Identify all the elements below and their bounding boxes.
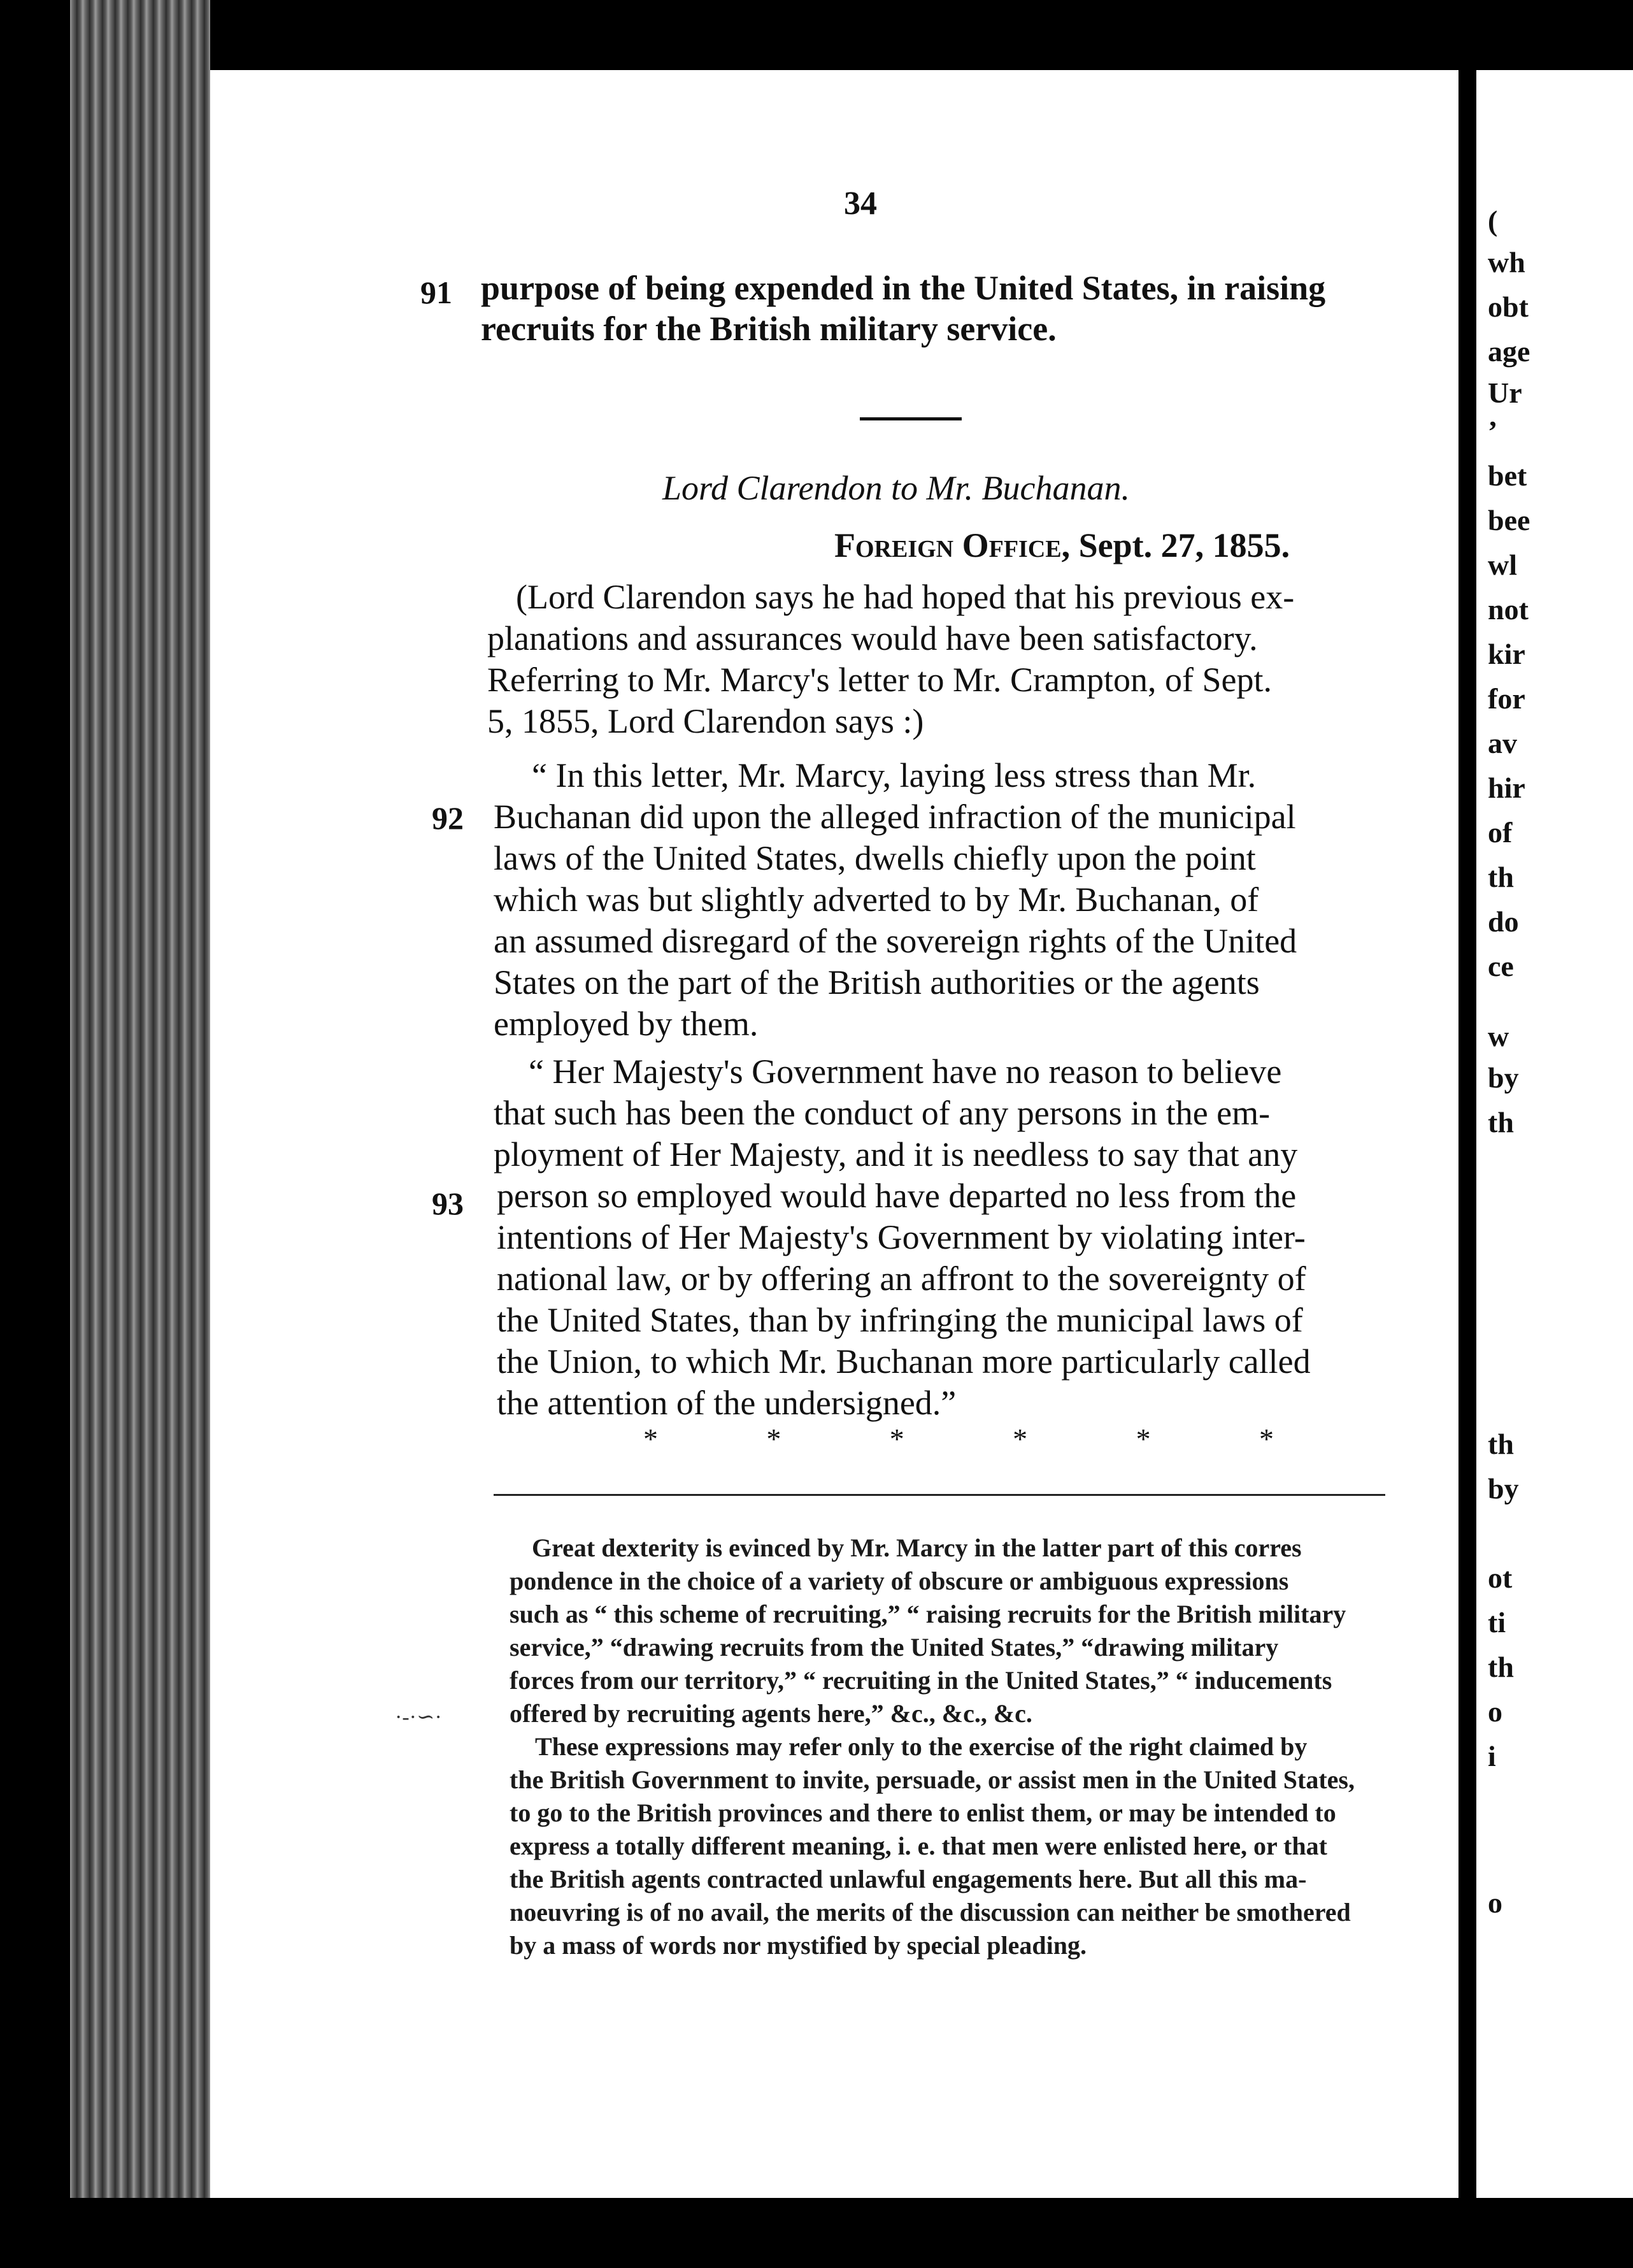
asterisk: *: [1013, 1423, 1028, 1455]
facing-page-text: age: [1488, 335, 1530, 368]
facing-page-text: th: [1488, 861, 1514, 893]
facing-page-text: Ur: [1488, 377, 1522, 409]
text-line: recruits for the British military service.: [481, 310, 1057, 348]
facing-page-text: obt: [1488, 291, 1529, 323]
ellipsis-asterisks: [643, 1422, 1274, 1456]
facing-page-text: (: [1488, 205, 1498, 237]
text-line: that such has been the conduct of any persons in the em-: [494, 1094, 1271, 1132]
facing-page-text: th: [1488, 1106, 1514, 1138]
footnote-line: service,” “drawing recruits from the United States,” “drawing military: [510, 1633, 1279, 1662]
asterisk: *: [766, 1423, 781, 1455]
text-line: person so employed would have departed no less from the: [497, 1177, 1297, 1215]
footnote-rule: [494, 1494, 1385, 1496]
facing-page-text: of: [1488, 816, 1513, 849]
text-line: laws of the United States, dwells chiefly upon the point: [494, 839, 1256, 877]
facing-page-text: hir: [1488, 772, 1525, 804]
footnote-line: such as “ this scheme of recruiting,” “ raising recruits for the British military: [510, 1600, 1346, 1628]
handwritten-mark: ·-·∽·: [395, 1705, 442, 1729]
scan-left-border: [0, 0, 70, 2268]
scan-top-border: [0, 0, 1633, 70]
footnote-line: Great dexterity is evinced by Mr. Marcy in the latter part of this corres: [532, 1533, 1302, 1562]
facing-page-text: by: [1488, 1061, 1519, 1094]
text-line: (Lord Clarendon says he had hoped that his previous ex-: [516, 578, 1295, 616]
asterisk: *: [1259, 1423, 1274, 1455]
dateline: [834, 526, 1290, 565]
text-line: the United States, than by infringing the municipal laws of: [497, 1301, 1303, 1339]
margin-number: 91: [420, 275, 452, 310]
margin-number: 93: [432, 1186, 464, 1221]
facing-page-text: ’: [1488, 415, 1498, 447]
page-gutter-right: [1458, 0, 1476, 2268]
facing-page-text: ce: [1488, 950, 1514, 982]
text-line: 5, 1855, Lord Clarendon says :): [487, 702, 924, 740]
facing-page-text: wh: [1488, 246, 1525, 278]
text-line: the attention of the undersigned.”: [497, 1384, 957, 1422]
footnote-line: the British Government to invite, persuade, or assist men in the United States,: [510, 1765, 1355, 1794]
facing-page-text: o: [1488, 1695, 1502, 1728]
facing-page-text: not: [1488, 593, 1529, 626]
text-line: Referring to Mr. Marcy's letter to Mr. Crampton, of Sept.: [487, 661, 1273, 699]
facing-page-text: bee: [1488, 504, 1530, 536]
facing-page-text: for: [1488, 682, 1525, 715]
text-line: an assumed disregard of the sovereign rights of the United: [494, 922, 1297, 960]
footnote-line: express a totally different meaning, i. e. that men were enlisted here, or that: [510, 1832, 1327, 1860]
text-line: planations and assurances would have been satisfactory.: [487, 619, 1258, 657]
text-line: intentions of Her Majesty's Government by violating inter-: [497, 1218, 1306, 1256]
facing-page-fragment: [1476, 70, 1633, 2198]
text-line: “ In this letter, Mr. Marcy, laying less stress than Mr.: [532, 756, 1257, 794]
text-line: national law, or by offering an affront to the sovereignty of: [497, 1260, 1306, 1298]
text-line: which was but slightly adverted to by Mr. Buchanan, of: [494, 880, 1259, 919]
facing-page-text: o: [1488, 1886, 1502, 1919]
facing-page-text: av: [1488, 727, 1517, 759]
page-number: 34: [844, 185, 877, 222]
facing-page-text: ot: [1488, 1561, 1513, 1594]
asterisk: *: [1136, 1423, 1151, 1455]
facing-page-text: i: [1488, 1740, 1496, 1772]
text-line: the Union, to which Mr. Buchanan more particularly called: [497, 1342, 1311, 1381]
footnote-line: pondence in the choice of a variety of obscure or ambiguous expressions: [510, 1567, 1289, 1595]
facing-page-text: th: [1488, 1651, 1514, 1683]
scan-bottom-border: [0, 2198, 1633, 2268]
facing-page-text: w: [1488, 1020, 1509, 1052]
facing-page-text: th: [1488, 1428, 1514, 1460]
asterisk: *: [643, 1423, 658, 1455]
text-line: ployment of Her Majesty, and it is needless to say that any: [494, 1135, 1298, 1173]
dateline-date: Sept. 27, 1855.: [1078, 526, 1290, 564]
text-line: Buchanan did upon the alleged infraction of the municipal: [494, 798, 1296, 836]
footnote-line: These expressions may refer only to the exercise of the right claimed by: [535, 1732, 1308, 1761]
section-rule: [860, 417, 962, 420]
dateline-office: Foreign Office,: [834, 526, 1071, 564]
text-line: “ Her Majesty's Government have no reason to believe: [529, 1052, 1282, 1091]
facing-page-text: by: [1488, 1472, 1519, 1505]
footnote-line: to go to the British provinces and there to enlist them, or may be intended to: [510, 1798, 1336, 1827]
footnote-line: offered by recruiting agents here,” &c., &c., &c.: [510, 1699, 1032, 1728]
text-line: States on the part of the British authorities or the agents: [494, 963, 1260, 1001]
footnote-line: forces from our territory,” “ recruiting in the United States,” “ inducements: [510, 1666, 1332, 1695]
margin-number: 92: [432, 800, 464, 836]
facing-page-text: ti: [1488, 1606, 1506, 1639]
footnote-line: noeuvring is of no avail, the merits of the discussion can neither be smothered: [510, 1898, 1351, 1927]
text-line: employed by them.: [494, 1005, 759, 1043]
footnote-line: the British agents contracted unlawful engagements here. But all this ma-: [510, 1865, 1307, 1893]
facing-page-text: kir: [1488, 638, 1525, 670]
text-line: purpose of being expended in the United States, in raising: [481, 269, 1326, 307]
facing-page-text: bet: [1488, 459, 1527, 492]
letter-heading: Lord Clarendon to Mr. Buchanan.: [662, 469, 1130, 507]
facing-page-text: do: [1488, 905, 1519, 938]
asterisk: *: [889, 1423, 904, 1455]
footnote-line: by a mass of words nor mystified by special pleading.: [510, 1931, 1087, 1960]
facing-page-text: wl: [1488, 549, 1517, 581]
